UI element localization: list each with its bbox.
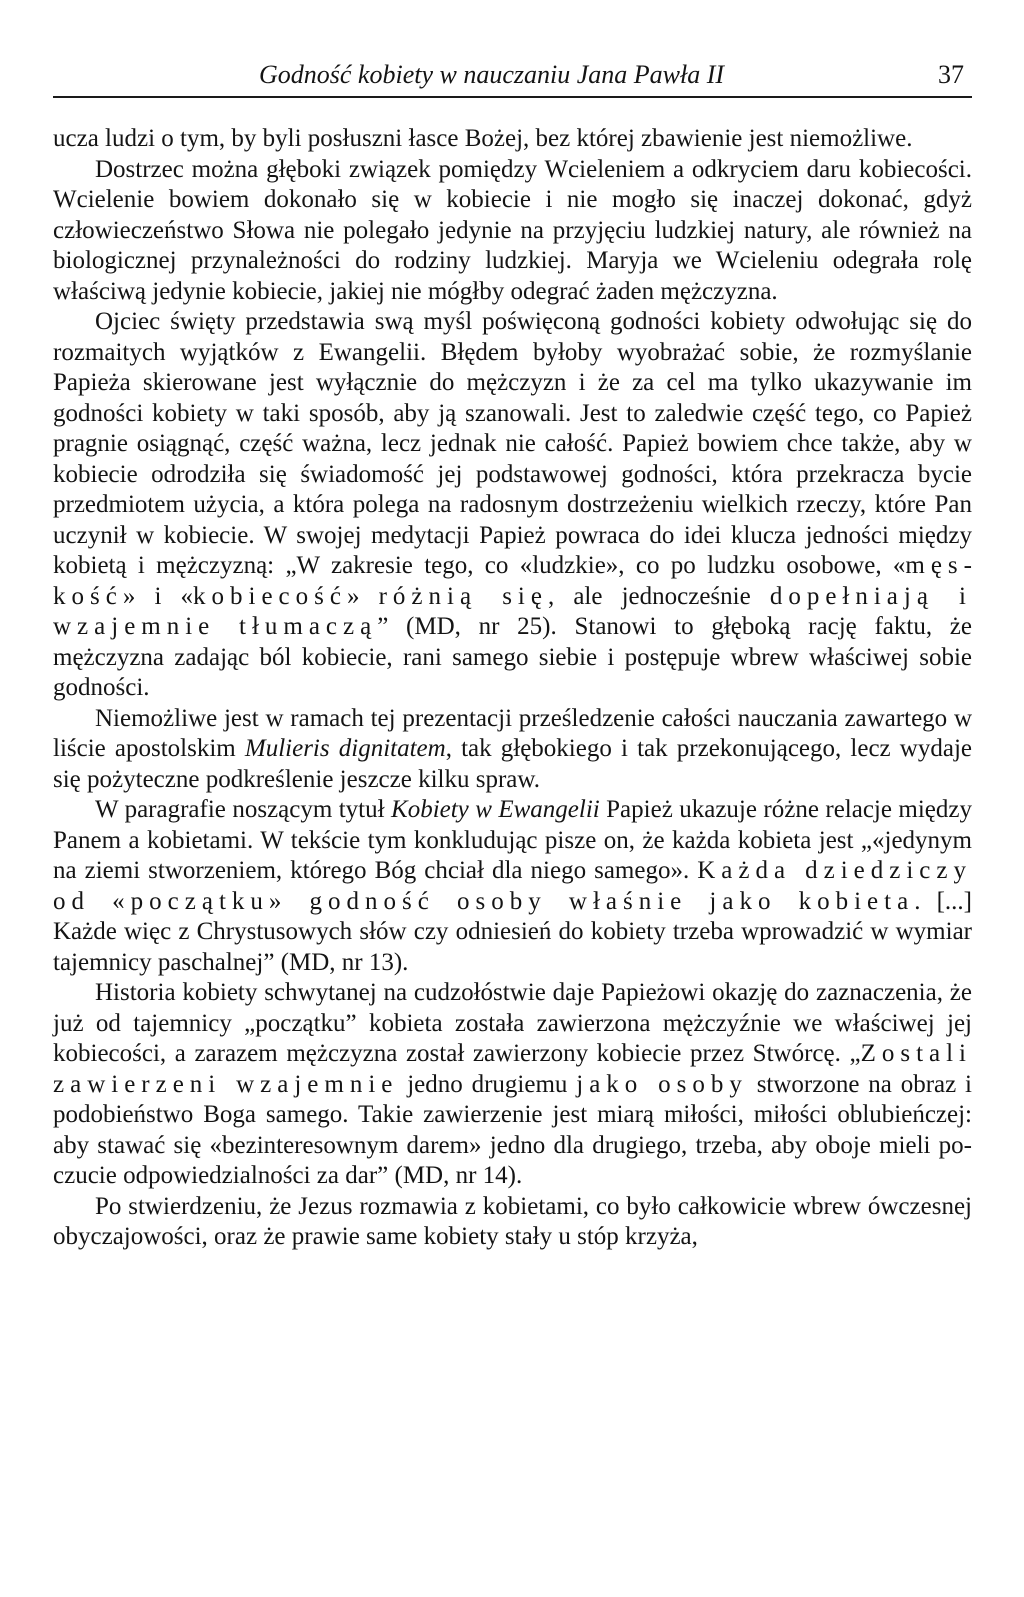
spaced-emphasis: różnią się	[378, 582, 548, 610]
italic-title: Kobiety w Ewangelii	[391, 796, 600, 823]
text-run: Historia kobiety schwytanej na cudzołóstwie daje Papieżowi okazję do zaznaczenia, że już od tajemnicy „początku” kobieta została zawierzona mężczyźnie we właściwej jej kobiecości, a zarazem mężczyzna został zawierzony kobiecie przez Stwórcę. „	[53, 979, 972, 1067]
page-number: 37	[938, 60, 964, 89]
text-run: »	[346, 582, 379, 610]
text-run: . [...] Każde więc z Chrystusowych słów czy odniesień do kobiety trzeba wprowadzić w wymiar tajemnicy paschalnej” (MD, nr 13).	[53, 887, 972, 976]
paragraph-3	[53, 307, 972, 704]
text-run: W paragrafie noszącym tytuł	[95, 796, 392, 823]
text-run: » i «	[122, 582, 194, 610]
text-run: Ojciec święty przedstawia swą myśl poświęconą godności kobiety odwołując się do rozmaitych wyjątków z Ewangelii. Błędem byłoby wyobrażać sobie, że rozmyślanie Papieża skierowane jest wyłącznie do mężczyzn i że za cel ma tylko ukazywanie im godności kobiety w taki sposób, aby ją szanowali. Jest to zaledwie część tego, co Papież pragnie osiągnąć, część ważna, lecz jednak nie całość. Papież bowiem chce także, aby w kobiecie odrodziła się świadomość jej podstawowej godności, która przekracza bycie przedmiotem użycia, a która polega na radosnym dostrzeżeniu wielkich rzeczy, które Pan uczynił w kobiecie. W swojej medytacji Papież powraca do idei klucza jedności między kobietą i mężczyzną: „W zakresie tego, co «ludzkie», co po ludzku osobowe, «	[53, 308, 972, 579]
text-run: , tak głębokiego i tak przekonującego, lecz wydaje się pożyteczne podkreślenie jeszcze kilku spraw.	[53, 735, 972, 793]
spaced-emphasis: jako osoby	[576, 1070, 748, 1098]
text-run: , ale jednocześnie	[547, 582, 770, 610]
text-run: stworzone na obraz i podobieństwo Boga samego. Takie zawierzenie jest miarą miłości, miłości oblubieńczej: aby stawać się «bezinteresownym darem» jedno dla drugiego, trzeba, aby oboje mieli poczucie odpowiedzialności za dar” (MD, nr 14).	[53, 1070, 973, 1189]
running-title: Godność kobiety w nauczaniu Jana Pawła II	[259, 60, 725, 89]
paragraph-2: Dostrzec można głęboki związek pomiędzy Wcieleniem a odkryciem daru kobiecości. Wcielenie bowiem dokonało się w kobiecie i nie mogło się inaczej dokonać, gdyż człowieczeństwo Słowa nie polegało jedynie na przyjęciu ludzkiej natury, ale również na biologicznej przynależności do rodziny ludzkiej. Maryja we Wcieleniu odegrała rolę właściwą jedynie kobiecie, jakiej nie mógłby odegrać żaden mężczyzna.	[53, 155, 972, 305]
paragraph-5	[53, 795, 972, 978]
body-text	[53, 124, 972, 1253]
text-run: Niemożliwe jest w ramach tej prezentacji prześledzenie całości nauczania zawartego w liście apostolskim	[53, 704, 972, 762]
running-header	[53, 56, 972, 98]
text-run: jedno drugiemu	[398, 1070, 577, 1098]
spaced-emphasis: męskość	[53, 552, 972, 610]
spaced-emphasis: Każda dziedziczy od «początku» godność osoby właśnie jako kobieta	[53, 857, 972, 915]
paragraph-4	[53, 704, 972, 796]
spaced-emphasis: Zostali zawierzeni wzajemnie	[53, 1040, 972, 1098]
spaced-emphasis: dopełniają i wzajemnie tłumaczą	[53, 582, 973, 640]
text-run: Papież ukazuje różne relacje między Panem a kobietami. W tekście tym konkludując pisze on, że każda kobieta jest „«jedynym na ziemi stworzeniem, którego Bóg chciał dla niego samego».	[53, 796, 972, 884]
paragraph-7: Po stwierdzeniu, że Jezus rozmawia z kobietami, co było całkowicie wbrew ówczesnej obyczajowości, oraz że prawie same kobiety stały u stóp krzyża,	[53, 1192, 972, 1250]
text-run: ” (MD, nr 25). Stanowi to głęboką rację faktu, że mężczyzna zadając ból kobiecie, rani samego siebie i postępuje wbrew właściwej sobie godności.	[53, 613, 972, 701]
paragraph-1: ucza ludzi o tym, by byli posłuszni łasce Bożej, bez której zbawienie jest niemożliwe.	[53, 125, 913, 152]
italic-title: Mulieris dignitatem	[244, 735, 446, 762]
spaced-emphasis: kobiecość	[193, 582, 347, 610]
book-page	[53, 56, 972, 1253]
paragraph-6	[53, 978, 972, 1192]
